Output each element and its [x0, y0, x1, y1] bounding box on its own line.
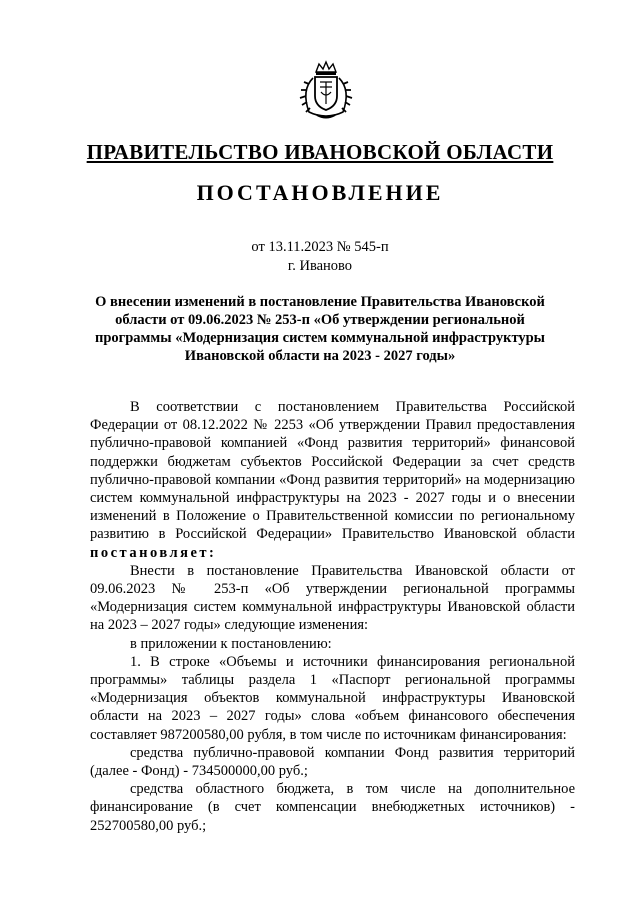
- city: г. Иваново: [287, 258, 353, 274]
- paragraph: в приложении к постановлению:: [130, 635, 332, 652]
- paragraph: Внести в постановление Правительства Ивановской области от 09.06.2023 № 253-п «Об утверждении региональной программы «Модернизация систем коммунальной инфраструктуры Ивановской области на 2023 – 2027 годы» следующие изменения:: [90, 562, 575, 634]
- date-block: [0, 238, 640, 276]
- paragraph: [90, 398, 575, 562]
- document-type: ПОСТАНОВЛЕНИЕ: [196, 180, 444, 205]
- paragraph: средства областного бюджета, в том числе на дополнительное финансирование (в счет компенсации внебюджетных источников) - 252700580,00 руб.;: [90, 781, 575, 834]
- decree-word: постановляет:: [90, 544, 217, 561]
- date-number: от 13.11.2023 № 545-п: [251, 239, 389, 255]
- organization-name: ПРАВИТЕЛЬСТВО ИВАНОВСКОЙ ОБЛАСТИ: [86, 140, 554, 164]
- paragraph: средства публично-правовой компании Фонд развития территорий (далее - Фонд) - 734500000,00 руб.;: [90, 744, 575, 780]
- paragraph-text: В соответствии с постановлением Правительства Российской Федерации от 08.12.2022 № 2253 «Об утверждении Правил предоставления публично-правовой компанией «Фонд развития территорий» финансовой поддержки бюджетам субъектов Российской Федерации за счет средств публично-правовой компании «Фонд развития территорий» на модернизацию систем коммунальной инфраструктуры на 2023 - 2027 годы и о внесении изменений в Положение о Правительственной комиссии по региональному развитию в Российской Федерации» Правительство Ивановской области: [90, 399, 575, 543]
- document-title: О внесении изменений в постановление Правительства Ивановской области от 09.06.2023 № 253-п «Об утверждении региональной программы «Модернизация систем коммунальной инфраструктуры Ивановской области на 2023 - 2027 годы»: [94, 294, 546, 364]
- document-body: [90, 398, 575, 835]
- paragraph: 1. В строке «Объемы и источники финансирования региональной программы» таблицы раздела 1 «Паспорт региональной программы «Модернизация объектов коммунальной инфраструктуры Ивановской области на 2023 – 2027 годы» слова «объем финансового обеспечения составляет 987200580,00 рубля, в том числе по источникам финансирования:: [90, 653, 575, 743]
- ivanovo-coat-of-arms-icon: [295, 60, 357, 122]
